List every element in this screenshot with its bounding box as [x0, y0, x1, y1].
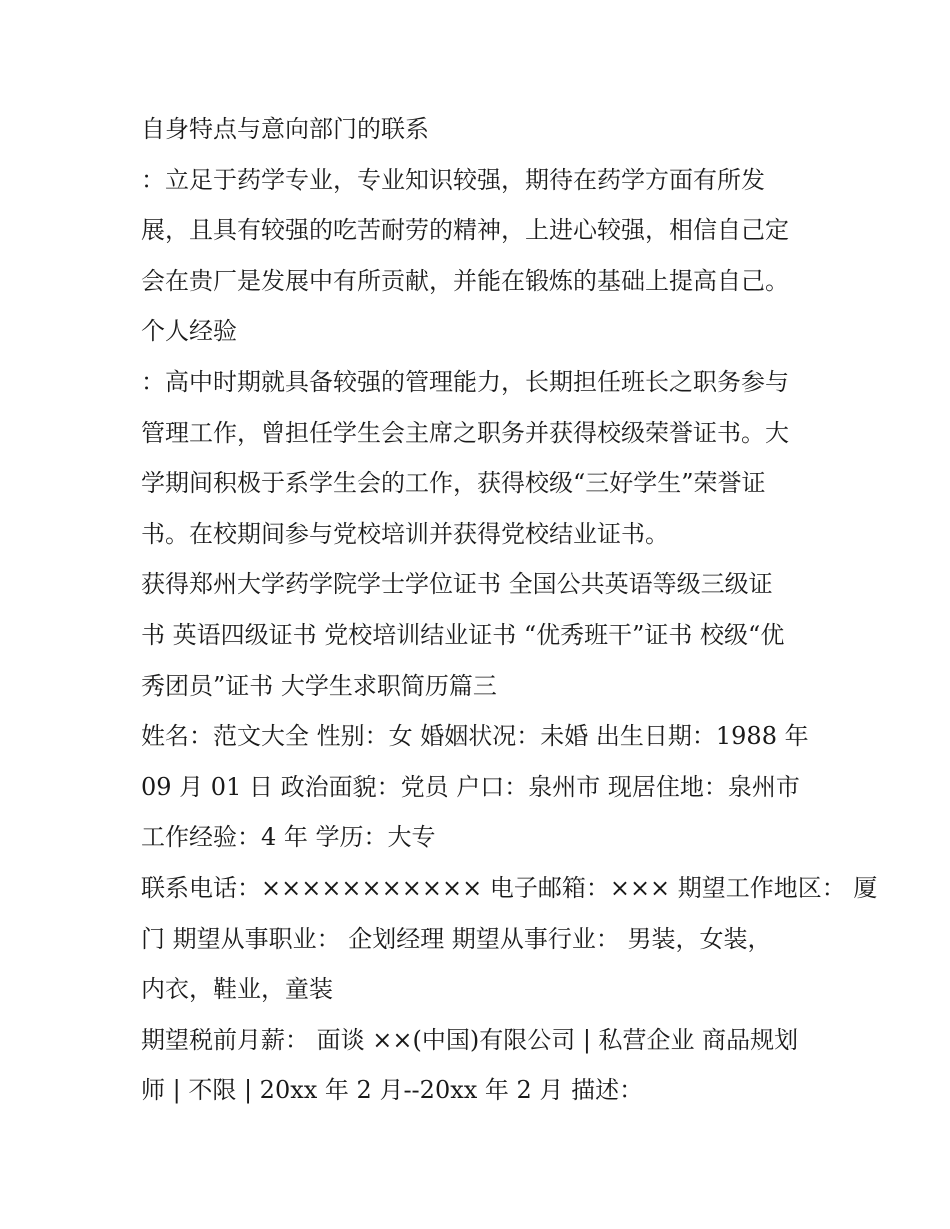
- text-line: 姓名：范文大全 性别：女 婚姻状况：未婚 出生日期：1988 年: [141, 722, 809, 750]
- text-line: 自身特点与意向部门的联系: [141, 115, 429, 143]
- text-line: 个人经验: [141, 317, 237, 345]
- text-line: 书。在校期间参与党校培训并获得党校结业证书。: [141, 520, 669, 548]
- text-line: 展，且具有较强的吃苦耐劳的精神，上进心较强，相信自己定: [141, 216, 789, 244]
- text-line: 管理工作，曾担任学生会主席之职务并获得校级荣誉证书。大: [141, 419, 789, 447]
- text-line: 获得郑州大学药学院学士学位证书 全国公共英语等级三级证: [141, 570, 773, 598]
- text-line: 会在贵厂是发展中有所贡献，并能在锻炼的基础上提高自己。: [141, 267, 789, 295]
- text-line: 门 期望从事职业： 企划经理 期望从事行业： 男装，女装，: [141, 925, 772, 953]
- text-line: ：立足于药学专业，专业知识较强，期待在药学方面有所发: [141, 166, 765, 194]
- text-line: 工作经验：4 年 学历：大专: [141, 823, 436, 851]
- text-line: ：高中时期就具备较强的管理能力，长期担任班长之职务参与: [141, 368, 789, 396]
- text-line: 期望税前月薪： 面谈 ××(中国)有限公司 | 私营企业 商品规划: [141, 1026, 799, 1054]
- text-line: 联系电话：××××××××××× 电子邮箱：××× 期望工作地区： 厦: [141, 874, 878, 902]
- text-line: 师 | 不限 | 20xx 年 2 月--20xx 年 2 月 描述：: [141, 1076, 644, 1104]
- text-line: 09 月 01 日 政治面貌：党员 户口：泉州市 现居住地：泉州市: [141, 773, 800, 801]
- text-line: 秀团员”证书 大学生求职简历篇三: [141, 672, 497, 700]
- text-line: 书 英语四级证书 党校培训结业证书 “优秀班干”证书 校级“优: [141, 621, 785, 649]
- text-line: 内衣，鞋业，童装: [141, 975, 333, 1003]
- text-line: 学期间积极于系学生会的工作，获得校级“三好学生”荣誉证: [141, 469, 766, 497]
